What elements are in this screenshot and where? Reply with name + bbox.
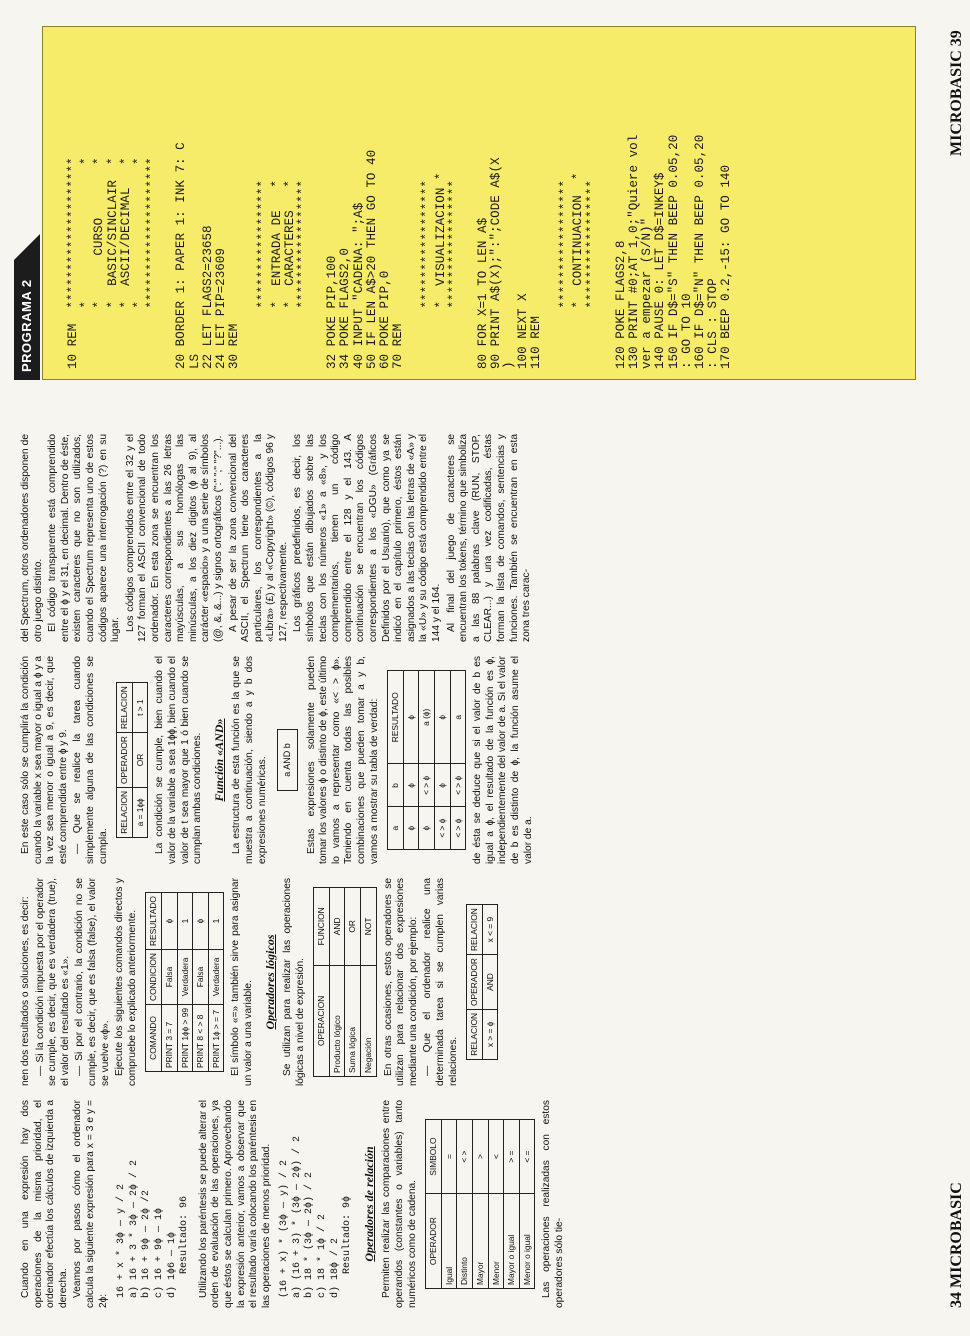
section-heading: Operadores de relación [361,1146,376,1262]
code-line: 80 FOR X=1 TO LEN A$ [476,217,491,369]
code-block [559,135,599,369]
table-cell: Mayor [473,1194,489,1289]
code-line: 120 POKE FLAGS2,8 [613,240,628,369]
paragraph: de ésta se deduce que si el valor de b es igual a ɸ, el resultado de la función es ɸ, independientemente del valor de a. Si el valor de b es distinto de ɸ, la función asume el valor de a. [472,656,534,864]
paragraph: Ejecute los siguientes comandos directos y compruebe lo explicado anteriormente. [114,878,138,1086]
table-cell: ɸ [193,893,209,950]
paragraph: Veamos por pasos cómo el ordenador calcula la siguiente expresión para x = 3 e y = 2ɸ: [72,1100,109,1308]
code-line: 90 PRINT A$(X);":";CODE A$(X [489,157,504,369]
paragraph: Los códigos comprendidos entre el 32 y el 127 forman el ASCII convencional de todo ordenador. En esta zona se encuentran los caracteres correspondientes a las 26 letras mayúsculas, a sus homólogas las minúsculas, a los diez dígitos (ɸ al 9), al carácter «espacio» y a una serie de símbolos (@, &, &...) y signos ortográficos (":" ";" "?"...). [124,434,224,642]
paragraph: Estas expresiones solamente pueden tomar los valores ɸ o distinto de ɸ, este último lo vamos a representar como «< > ɸ». Teniendo en cuenta todas las posibles combinaciones que pueden tomar a y b, vamos a mostrar su tabla de verdad: [305,656,380,864]
paragraph: Cuando en una expresión hay dos operaciones de la misma prioridad, el ordenador efectúa los cálculos de izquierda a derecha. [20,1100,69,1308]
table-cell: < > ɸ [435,807,451,850]
code-line: * CONTINUACION * [571,172,586,369]
code-line: 110 REM [528,316,543,369]
code-line: 70 REM [391,323,406,369]
table-header: OPERACION [314,965,330,1076]
code-line: ******************** [145,157,160,369]
truth-table [387,670,466,850]
code-block [615,135,734,369]
code-line: * CURSO * [92,157,107,369]
table-cell: OR [132,733,148,788]
table-cell: PRINT 1ɸ > = 7 [208,1004,224,1071]
table-cell: 1 [177,893,193,950]
code-line: ***************** [296,180,311,369]
code-line: 130 PRINT #0;AT 1,0;"Quiere vol [626,134,641,369]
table-cell: Producto lógico [329,965,345,1076]
table-cell: < = [519,1120,535,1194]
table-cell: AND [329,888,345,966]
table-cell: > = [504,1120,520,1194]
table-cell: Mayor o igual [504,1194,520,1289]
code-line: 40 INPUT "CADENA: ";A$ [351,202,366,369]
expression-steps [279,1100,355,1298]
expression-line: b) 16 + 9ɸ — 2ɸ /2 [141,1189,153,1298]
table-header: FUNCION [314,888,330,966]
code-line: 22 LET FLAGS2=23658 [200,225,215,369]
table-cell: Distinto [457,1194,473,1289]
code-line: 10 REM ******************** [66,157,80,369]
table-cell: a (ɸ) [419,671,435,765]
section-heading: Función «AND» [211,718,226,802]
table-header: RESULTADO [388,671,404,765]
code-line: 100 NEXT X [515,293,530,369]
code-line: * * [132,157,147,369]
code-line: 30 REM [227,323,242,369]
paragraph: La estructura de esta función es la que se muestra a continuación, siendo a y b dos expresiones numéricas. [231,656,268,864]
table-header: RELACION [467,905,483,955]
expression-line: b) 18 * (3ɸ — 2ɸ) / 2 [304,1171,316,1298]
code-block [421,135,461,369]
code-block [477,135,543,369]
table-cell: ɸ [435,671,451,765]
expression-line: a) (16 + 3) * (3ɸ — 2ɸ) / 2 [291,1135,303,1298]
page-number-left: 34 MICROBASIC [948,1182,965,1308]
paragraph: En otras ocasiones, estos operadores se utilizan para relacionar dos expresiones mediante una condición, por ejemplo: [382,878,419,1086]
table-cell: a [450,671,466,765]
code-line: 20 BORDER 1: PAPER 1: INK 7: C [174,142,189,369]
commands-table [145,892,224,1072]
table-cell: Falsa [193,950,209,1005]
table-header: COMANDO [146,1004,162,1071]
table-cell: ɸ [419,807,435,850]
expression-line: c) 16 + 9ɸ — 1ɸ [153,1207,165,1298]
program-listing [67,135,750,369]
paragraph: — Que se realice la tarea cuando simplemente alguna de las condiciones se cumpla. [72,656,109,864]
code-line: * * [79,157,94,369]
column-3 [20,656,537,864]
table-header: SIMBOLO [426,1120,442,1194]
table-cell: PRINT 3 = 7 [161,1004,177,1071]
table-cell: Menor [488,1194,504,1289]
result-line: Resultado: 96 [179,1195,191,1274]
paragraph: En este caso sólo se cumplirá la condición cuando la variable x sea mayor o igual a ɸ y a la vez sea menor o igual a 9, es decir, que esté comprendida entre ɸ y 9. [20,656,69,864]
table-cell: < > ɸ [450,807,466,850]
code-line: * ENTRADA DE * [269,180,284,369]
code-block [257,135,310,369]
paragraph: — Que el ordenador realice una determinada tarea si se cumplen varias relaciones. [422,878,459,1086]
code-line: ) [502,361,517,369]
column-2 [20,878,504,1086]
table-cell: = [441,1120,457,1194]
code-line: * ASCII/DECIMAL * [118,157,133,369]
table-cell: < [488,1120,504,1194]
paragraph: La condición se cumple, bien cuando el valor de la variable a sea 1ɸɸ, bien cuando el valor de t sea mayor que 1 ó bien cuando se cumplan ambas condiciones. [154,656,204,864]
table-cell: x > = ɸ [482,1009,498,1059]
code-line: ***************** [584,180,599,369]
code-line: 24 LET PIP=23609 [214,248,229,369]
expression-line: a) 16 + 3 * 3ɸ — 2ɸ / 2 [128,1159,140,1298]
table-cell: Menor o igual [519,1194,535,1289]
table-cell: AND [482,955,498,1010]
logic-operations-table [313,887,376,1077]
table-header: CONDICION [146,950,162,1005]
column-4 [20,434,536,642]
section-heading: Operadores lógicos [262,934,277,1030]
expression-steps [116,1100,192,1298]
table-cell: ɸ [435,764,451,807]
paragraph: Al final del juego de caracteres se encuentran los tokens, término que simboliza a las 88 palabras clave (RUN, STOP, CLEAR...) y una vez codificadas, éstas forman la lista de comandos, sentencias y funciones. También se encuentran en esta zona tres carac- [445,434,533,642]
table-header: RELACION [117,683,133,733]
table-cell: NOT [361,888,377,966]
table-cell: PRINT 1ɸɸ > 99 [177,1004,193,1071]
table-cell: x < = 9 [482,905,498,955]
code-line: ver a empezar (S/N)" [640,217,655,369]
paragraph: — Si por el contrario, la condición no se cumple, es decir, que es falsa (false), el valor se vuelve «ɸ». [74,878,111,1086]
table-cell: a = 1ɸɸ [132,787,148,837]
result-line: Resultado: 9ɸ [342,1195,354,1274]
table-header: RELACION [467,1009,483,1059]
paragraph: El código transparente está comprendido entre el ɸ y el 31, en decimal. Dentro de éste, existen caracteres que no son utilizados, cuando el Spectrum representa uno de estos códigos aparece una interrogación (?) en su lugar. [47,434,122,642]
paragraph: — Si la condición impuesta por el operador se cumple, es decir, que es verdadera (true), el valor del resultado es «1». [34,878,71,1086]
table-cell: < > ɸ [450,764,466,807]
code-line: ***************** [558,180,573,369]
paragraph: El símbolo «=» también sirve para asignar un valor a una variable. [230,878,254,1086]
table-cell: < > [457,1120,473,1194]
table-cell: ɸ [161,893,177,950]
program-tab: PROGRAMA 2 [14,260,40,380]
paragraph: A pesar de ser la zona convencional del ASCII, el Spectrum tiene dos caracteres particulares, los correspondientes a la «Libra» (£) y al «Copyright» (©), códigos 96 y 127, respectivamente. [227,434,289,642]
and-syntax-box: a AND b [277,729,298,791]
code-line: ***************** [446,180,461,369]
table-cell: ɸ [403,764,419,807]
paragraph: Se utilizan para realizar las operaciones lógicas a nivel de expresión. [282,878,306,1086]
table-header: RESULTADO [146,893,162,950]
code-line: 160 IF D$="N" THEN BEEP 0.05,20 [692,134,707,369]
expression-line: 16 + x * 3ɸ — y / 2 [116,1183,128,1298]
table-cell: Igual [441,1194,457,1289]
table-cell: t > 1 [132,683,148,733]
table-header: OPERADOR [467,955,483,1010]
expression-line: d) 18ɸ / 2 [329,1237,341,1298]
code-line: ***************** [420,180,435,369]
code-line: 34 POKE FLAGS2,0 [338,248,353,369]
table-cell: Negación [361,965,377,1076]
code-line: 150 IF D$="S" THEN BEEP 0.05,20 [666,134,681,369]
paragraph: Permiten realizar las comparaciones entre operandos (constantes o variables) tanto numéricos como de cadena. [381,1100,418,1308]
relation-or-table [116,682,148,838]
relation-and-table [466,904,498,1060]
code-line: * CARACTERES * [282,180,297,369]
code-line: 170 BEEP 0.2,-15: GO TO 140 [719,164,734,369]
code-line: 60 POKE PIP,0 [378,270,393,369]
table-cell: OR [345,888,361,966]
program-listing-box [42,26,916,380]
table-header: a [388,807,404,850]
table-cell: > [473,1120,489,1194]
code-block [175,135,241,369]
table-header: OPERADOR [426,1194,442,1289]
code-line: LS [187,353,202,369]
paragraph: Los gráficos predefinidos, es decir, los símbolos que están dibujados sobre las teclas con los números «1» a «8», y los complementarios, tienen un código comprendido entre el 128 y el 143. A continuación se encuentran los códigos correspondientes a los «DGU» (Gráficos Definidos por el Usuario), que como ya se indicó en el capítulo primero, éstos están asignados a las teclas con las letras de «A» y la «U» y su código está comprendido entre el 144 y el 164. [292,434,442,642]
table-header: b [388,764,404,807]
expression-line: (16 + x) * (3ɸ — y) / 2 [279,1159,291,1298]
page-number-right: MICROBASIC 39 [948,30,965,156]
code-line: * VISUALIZACION * [433,172,448,369]
code-block [67,135,159,369]
code-line: 32 POKE PIP,100 [325,255,340,369]
code-line: * BASIC/SINCLAIR * [105,157,120,369]
table-cell: 1 [208,893,224,950]
code-line: ***************** [256,180,271,369]
paragraph: Las operaciones realizadas con estos operadores sólo tie- [541,1100,565,1308]
code-line: : GO TO 10 [679,293,694,369]
table-cell: Falsa [161,950,177,1005]
code-line: 50 IF LEN A$>20 THEN GO TO 40 [364,149,379,369]
paragraph: Utilizando los paréntesis se puede alterar el orden de evaluación de las operaciones, ya que éstos se calculan primero. Aprovechando la expresión anterior, vamos a observar que el resultado varía colocando los paréntesis en las operaciones de menos prioridad. [197,1100,272,1308]
table-cell: ɸ [403,807,419,850]
table-header: RELACION [117,787,133,837]
operators-table [425,1119,535,1289]
expression-line: c) 18 * 1ɸ / 2 [317,1213,329,1298]
code-block [326,135,405,369]
paragraph: del Spectrum, otros ordenadores disponen de otro juego distinto. [20,434,44,642]
paragraph: nen dos resultados o soluciones, es decir: [20,896,31,1086]
code-line: 140 PAUSE 0: LET D$=INKEY$ [653,172,668,369]
column-1 [20,1100,569,1308]
table-header: OPERADOR [117,733,133,788]
table-cell: ɸ [403,671,419,765]
code-line: : CLS : STOP [706,278,721,369]
table-cell: PRINT 8 < > 8 [193,1004,209,1071]
table-cell: Verdadera [177,950,193,1005]
table-cell: Suma lógica [345,965,361,1076]
table-cell: Verdadera [208,950,224,1005]
expression-line: d) 1ɸ6 — 1ɸ [166,1231,178,1298]
table-cell: < > ɸ [419,764,435,807]
